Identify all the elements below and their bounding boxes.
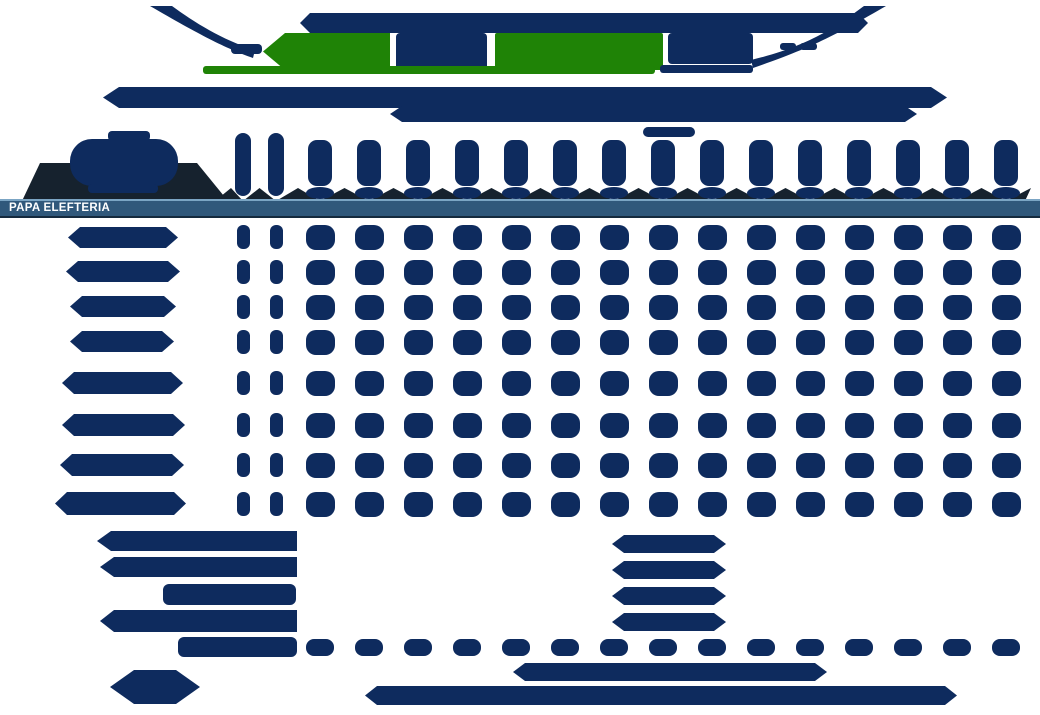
column-date-label: [796, 187, 824, 199]
title-note-pair-2: [800, 43, 817, 50]
grid-cell-dot[interactable]: [404, 492, 433, 517]
column-date-label: [845, 187, 873, 199]
grid-cell-dot[interactable]: [306, 413, 335, 438]
footer-total-dot: [502, 639, 530, 656]
grid-cell-dot[interactable]: [943, 225, 972, 250]
grid-cell-dot[interactable]: [306, 260, 335, 285]
grid-cell-dot[interactable]: [453, 371, 482, 396]
footer-mid-line-4: [612, 613, 726, 631]
grid-cell-dot[interactable]: [894, 295, 923, 320]
grid-cell-dot[interactable]: [698, 492, 727, 517]
footer-total-dot: [943, 639, 971, 656]
footer-left-line-5: [178, 637, 297, 657]
grid-cell-dot[interactable]: [649, 413, 678, 438]
title-subline-tail: [660, 65, 753, 73]
footer-left-line-4: [100, 610, 297, 632]
grid-cell-dot[interactable]: [551, 453, 580, 478]
row-name-label: [55, 492, 186, 515]
footer-total-dot: [355, 639, 383, 656]
intro-line-2: [390, 106, 917, 122]
grid-cell-dot[interactable]: [355, 413, 384, 438]
footer-total-dot: [453, 639, 481, 656]
grid-cell-dot[interactable]: [551, 371, 580, 396]
footer-note-line-2: [365, 686, 957, 705]
grid-cell-dot[interactable]: [698, 371, 727, 396]
footer-badge[interactable]: [110, 670, 200, 704]
footer-left-line-3: [163, 584, 296, 605]
footer-left-line-2: [100, 557, 297, 577]
grid-cell-dot[interactable]: [355, 260, 384, 285]
grid-cell-dot[interactable]: [796, 295, 825, 320]
footer-total-dot: [698, 639, 726, 656]
grid-cell-dot[interactable]: [698, 260, 727, 285]
column-date-label: [747, 187, 775, 199]
grid-cell-dot[interactable]: [355, 453, 384, 478]
grid-cell-dot[interactable]: [270, 453, 283, 477]
title-segment-right: [668, 33, 753, 64]
column-date-label: [306, 187, 334, 199]
footer-total-dot: [747, 639, 775, 656]
grid-cell-dot[interactable]: [992, 260, 1021, 285]
grid-cell-dot[interactable]: [845, 413, 874, 438]
footer-total-dot: [306, 639, 334, 656]
grid-cell-dot[interactable]: [992, 330, 1021, 355]
grid-cell-dot[interactable]: [845, 371, 874, 396]
title-subline-green: [203, 66, 655, 74]
corner-logo-base: [88, 184, 158, 193]
footer-left-line-1: [97, 531, 297, 551]
grid-cell-dot[interactable]: [270, 260, 283, 284]
row-name-label: [66, 261, 180, 282]
row-name-label: [68, 227, 178, 248]
grid-cell-dot[interactable]: [453, 295, 482, 320]
row-name-label: [70, 296, 176, 317]
grid-cell-dot[interactable]: [404, 225, 433, 250]
grid-cell-dot[interactable]: [845, 225, 874, 250]
grid-cell-dot[interactable]: [551, 413, 580, 438]
grid-cell-dot[interactable]: [306, 371, 335, 396]
grid-cell-dot[interactable]: [796, 330, 825, 355]
grid-cell-dot[interactable]: [600, 260, 629, 285]
grid-cell-dot[interactable]: [894, 225, 923, 250]
grid-cell-dot[interactable]: [943, 295, 972, 320]
grid-cell-dot[interactable]: [845, 453, 874, 478]
grid-cell-dot[interactable]: [453, 413, 482, 438]
grid-cell-dot[interactable]: [894, 371, 923, 396]
grid-cell-dot[interactable]: [270, 371, 283, 395]
grid-cell-dot[interactable]: [551, 225, 580, 250]
column-date-label: [649, 187, 677, 199]
grid-cell-dot[interactable]: [502, 330, 531, 355]
row-name-label: [70, 331, 174, 352]
footer-total-dot: [845, 639, 873, 656]
highlight-row-bar[interactable]: [0, 199, 1040, 218]
grid-cell-dot[interactable]: [237, 492, 250, 516]
grid-cell-dot[interactable]: [551, 330, 580, 355]
column-header: [357, 140, 381, 186]
footer-total-dot: [992, 639, 1020, 656]
column-date-label: [502, 187, 530, 199]
grid-cell-dot[interactable]: [943, 371, 972, 396]
grid-cell-dot[interactable]: [943, 260, 972, 285]
grid-cell-dot[interactable]: [698, 295, 727, 320]
grid-cell-dot[interactable]: [237, 225, 250, 249]
grid-cell-dot[interactable]: [649, 453, 678, 478]
column-header: [308, 140, 332, 186]
grid-cell-dot[interactable]: [796, 225, 825, 250]
grid-cell-dot[interactable]: [453, 260, 482, 285]
grid-cell-dot[interactable]: [600, 453, 629, 478]
grid-cell-dot[interactable]: [404, 330, 433, 355]
column-header: [553, 140, 577, 186]
column-date-label: [600, 187, 628, 199]
grid-cell-dot[interactable]: [943, 413, 972, 438]
grid-cell-dot[interactable]: [270, 492, 283, 516]
grid-cell-dot[interactable]: [747, 330, 776, 355]
grid-cell-dot[interactable]: [404, 260, 433, 285]
grid-cell-dot[interactable]: [306, 225, 335, 250]
column-date-label: [551, 187, 579, 199]
column-header: [896, 140, 920, 186]
footer-total-dot: [796, 639, 824, 656]
column-header-narrow: [235, 133, 251, 196]
intro-caption: [643, 127, 695, 137]
column-date-label: [355, 187, 383, 199]
footer-total-dot: [894, 639, 922, 656]
grid-cell-dot[interactable]: [796, 260, 825, 285]
grid-cell-dot[interactable]: [404, 453, 433, 478]
grid-cell-dot[interactable]: [992, 453, 1021, 478]
grid-cell-dot[interactable]: [306, 453, 335, 478]
grid-cell-dot[interactable]: [237, 453, 250, 477]
column-date-label: [404, 187, 432, 199]
column-header: [406, 140, 430, 186]
footer-mid-line-1: [612, 535, 726, 553]
grid-cell-dot[interactable]: [453, 225, 482, 250]
grid-cell-dot[interactable]: [992, 225, 1021, 250]
grid-cell-dot[interactable]: [894, 260, 923, 285]
row-name-label: [62, 414, 185, 436]
grid-cell-dot[interactable]: [600, 413, 629, 438]
grid-cell-dot[interactable]: [502, 492, 531, 517]
grid-cell-dot[interactable]: [453, 453, 482, 478]
footer-total-dot: [404, 639, 432, 656]
grid-cell-dot[interactable]: [992, 413, 1021, 438]
column-header: [700, 140, 724, 186]
title-note-pair-1: [780, 43, 796, 50]
grid-cell-dot[interactable]: [502, 225, 531, 250]
column-date-label: [453, 187, 481, 199]
grid-cell-dot[interactable]: [355, 371, 384, 396]
grid-cell-dot[interactable]: [600, 492, 629, 517]
grid-cell-dot[interactable]: [270, 330, 283, 354]
column-date-label: [992, 187, 1020, 199]
grid-cell-dot[interactable]: [649, 260, 678, 285]
grid-cell-dot[interactable]: [698, 413, 727, 438]
grid-cell-dot[interactable]: [600, 295, 629, 320]
column-header: [994, 140, 1018, 186]
grid-cell-dot[interactable]: [453, 330, 482, 355]
grid-cell-dot[interactable]: [992, 295, 1021, 320]
grid-cell-dot[interactable]: [649, 330, 678, 355]
grid-cell-dot[interactable]: [796, 371, 825, 396]
grid-cell-dot[interactable]: [992, 371, 1021, 396]
grid-cell-dot[interactable]: [600, 225, 629, 250]
title-highlight: [495, 33, 663, 70]
grid-cell-dot[interactable]: [943, 330, 972, 355]
highlight-row-label: PAPA ELEFTERIA: [9, 202, 111, 214]
column-header: [504, 140, 528, 186]
grid-cell-dot[interactable]: [270, 413, 283, 437]
grid-cell-dot[interactable]: [551, 260, 580, 285]
footer-total-dot: [551, 639, 579, 656]
nav-prev-button[interactable]: [263, 33, 390, 70]
grid-cell-dot[interactable]: [551, 295, 580, 320]
column-header: [602, 140, 626, 186]
grid-cell-dot[interactable]: [992, 492, 1021, 517]
grid-cell-dot[interactable]: [894, 413, 923, 438]
grid-cell-dot[interactable]: [237, 371, 250, 395]
grid-cell-dot[interactable]: [894, 453, 923, 478]
grid-cell-dot[interactable]: [404, 371, 433, 396]
grid-cell-dot[interactable]: [796, 492, 825, 517]
grid-cell-dot[interactable]: [237, 295, 250, 319]
grid-cell-dot[interactable]: [502, 453, 531, 478]
intro-line-1: [103, 87, 947, 108]
grid-cell-dot[interactable]: [355, 295, 384, 320]
grid-cell-dot[interactable]: [502, 295, 531, 320]
grid-cell-dot[interactable]: [894, 330, 923, 355]
grid-cell-dot[interactable]: [355, 225, 384, 250]
footer-total-dot: [649, 639, 677, 656]
grid-cell-dot[interactable]: [502, 260, 531, 285]
grid-cell-dot[interactable]: [270, 295, 283, 319]
footer-total-dot: [600, 639, 628, 656]
grid-cell-dot[interactable]: [237, 260, 250, 284]
grid-cell-dot[interactable]: [600, 371, 629, 396]
grid-cell-dot[interactable]: [845, 260, 874, 285]
grid-cell-dot[interactable]: [649, 492, 678, 517]
grid-cell-dot[interactable]: [698, 225, 727, 250]
title-segment-mid: [396, 33, 487, 70]
column-header: [798, 140, 822, 186]
row-name-label: [62, 372, 183, 394]
grid-cell-dot[interactable]: [747, 295, 776, 320]
grid-cell-dot[interactable]: [600, 330, 629, 355]
row-name-label: [60, 454, 184, 476]
footer-mid-line-3: [612, 587, 726, 605]
grid-cell-dot[interactable]: [237, 330, 250, 354]
column-header: [651, 140, 675, 186]
footer-mid-line-2: [612, 561, 726, 579]
grid-cell-dot[interactable]: [270, 225, 283, 249]
grid-cell-dot[interactable]: [747, 453, 776, 478]
grid-cell-dot[interactable]: [649, 371, 678, 396]
grid-cell-dot[interactable]: [796, 413, 825, 438]
grid-cell-dot[interactable]: [698, 453, 727, 478]
grid-cell-dot[interactable]: [698, 330, 727, 355]
grid-cell-dot[interactable]: [355, 492, 384, 517]
column-header: [945, 140, 969, 186]
column-header-narrow: [268, 133, 284, 196]
column-header: [455, 140, 479, 186]
grid-cell-dot[interactable]: [747, 225, 776, 250]
column-header: [847, 140, 871, 186]
corner-logo: [70, 139, 178, 186]
grid-cell-dot[interactable]: [845, 492, 874, 517]
grid-cell-dot[interactable]: [747, 413, 776, 438]
grid-cell-dot[interactable]: [747, 492, 776, 517]
title-note-left: [231, 44, 262, 54]
column-date-label: [894, 187, 922, 199]
grid-cell-dot[interactable]: [502, 413, 531, 438]
grid-cell-dot[interactable]: [943, 492, 972, 517]
grid-cell-dot[interactable]: [747, 371, 776, 396]
column-date-label: [698, 187, 726, 199]
grid-cell-dot[interactable]: [943, 453, 972, 478]
grid-cell-dot[interactable]: [306, 330, 335, 355]
grid-cell-dot[interactable]: [649, 225, 678, 250]
grid-cell-dot[interactable]: [845, 295, 874, 320]
grid-cell-dot[interactable]: [894, 492, 923, 517]
grid-cell-dot[interactable]: [453, 492, 482, 517]
grid-cell-dot[interactable]: [404, 413, 433, 438]
footer-note-line-1: [513, 663, 827, 681]
grid-cell-dot[interactable]: [747, 260, 776, 285]
column-header: [749, 140, 773, 186]
grid-cell-dot[interactable]: [355, 330, 384, 355]
grid-cell-dot[interactable]: [551, 492, 580, 517]
grid-cell-dot[interactable]: [502, 371, 531, 396]
grid-cell-dot[interactable]: [404, 295, 433, 320]
grid-cell-dot[interactable]: [796, 453, 825, 478]
grid-cell-dot[interactable]: [306, 295, 335, 320]
column-date-label: [943, 187, 971, 199]
grid-cell-dot[interactable]: [306, 492, 335, 517]
grid-cell-dot[interactable]: [237, 413, 250, 437]
grid-cell-dot[interactable]: [845, 330, 874, 355]
banner-title-line: [300, 13, 868, 33]
grid-cell-dot[interactable]: [649, 295, 678, 320]
